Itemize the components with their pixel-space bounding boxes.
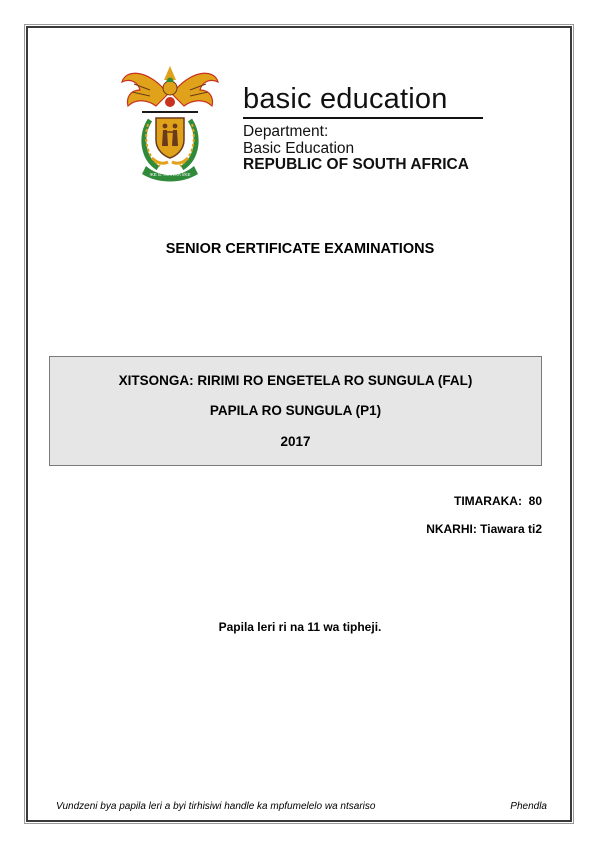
department-name: Basic Education	[243, 140, 355, 157]
coat-of-arms-icon	[120, 60, 220, 182]
brand-divider	[243, 117, 483, 119]
paper-name: PAPILA RO SUNGULA (P1)	[209, 403, 382, 418]
marks-label: TIMARAKA: 80	[453, 494, 542, 508]
page-count-note: Papila leri ri na 11 wa tipheji.	[218, 620, 382, 634]
copyright-notice: Vundzeni bya papila leri a byi tirhisiwi handle ka mpfumelelo wa ntsariso	[56, 801, 376, 812]
country-name: REPUBLIC OF SOUTH AFRICA	[243, 156, 469, 173]
department-label: Department:	[243, 123, 329, 140]
motto-text: !KE E: /XARRA //KE	[149, 172, 191, 177]
subject-box	[49, 356, 542, 466]
subject-name: XITSONGA: RIRIMI RO ENGETELA RO SUNGULA (FAL)	[118, 373, 473, 388]
exam-year: 2017	[280, 434, 311, 449]
time-label: NKARHI: Tiawara ti2	[426, 522, 542, 536]
turn-over-label: Phendla	[510, 801, 547, 812]
exam-title: SENIOR CERTIFICATE EXAMINATIONS	[165, 241, 435, 257]
brand-title: basic education	[243, 83, 448, 115]
